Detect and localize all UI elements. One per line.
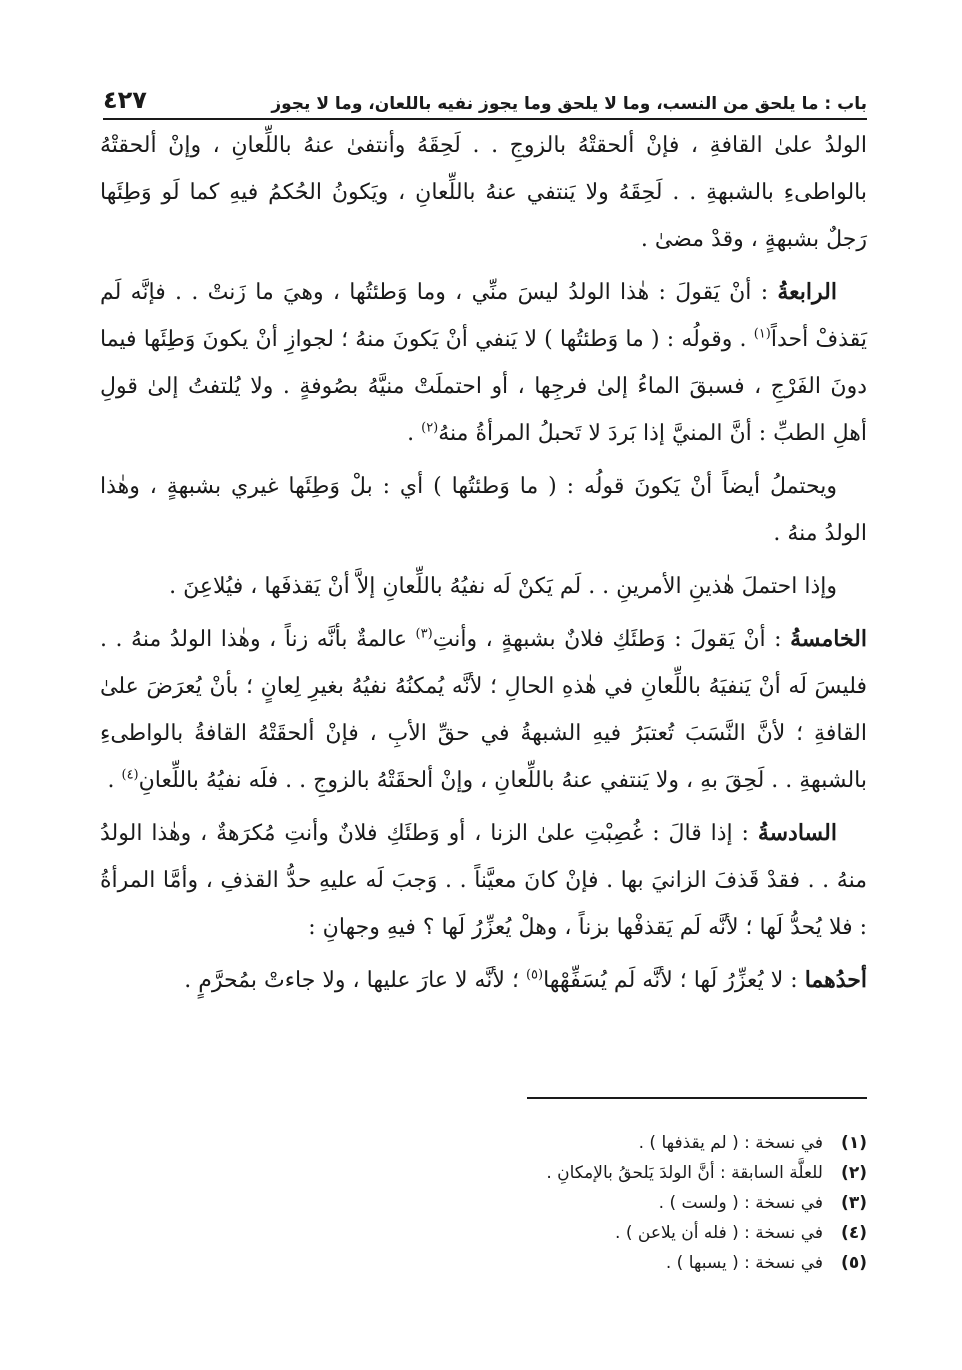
running-header — [103, 82, 867, 120]
footnote — [100, 1248, 867, 1278]
case-heading: أحدُهما — [804, 967, 867, 993]
page-number: ٤٢٧ — [103, 86, 147, 114]
footnote-ref[interactable]: (٢) — [421, 420, 439, 436]
paragraph-text: : أنْ يَقولَ : وَطئَكِ فلانٌ بشبهةٍ ، وأنتِ — [432, 627, 791, 652]
case-heading: الرابعةُ — [777, 279, 837, 305]
paragraph — [100, 810, 867, 951]
footnote-text: في نسخة : ( لم يقذفها ) . — [638, 1133, 823, 1153]
paragraph — [100, 616, 867, 804]
paragraph-text: الولدُ علىٰ القافةِ ، فإنْ ألحقتْهُ بالزوجِ . . لَحِقَهُ وأنتفىٰ عنهُ باللِّعانِ ، وإنْ ألحقتْهُ بالواطىءِ بالشبهةِ . . لَحِقَهُ ولا يَنتفي عنهُ باللِّعانِ ، ويَكونُ الحُكمُ فيهِ كما لَو وَطِئَها رَجلٌ بشبهةٍ ، وقدْ مضىٰ . — [100, 133, 867, 252]
footnote-number: (٢) — [841, 1163, 867, 1183]
paragraph-text: : لا يُعزِّرُ لَها ؛ لأنَّه لَم يُسَفِّهْها — [543, 968, 805, 993]
case-heading: الخامسةُ — [790, 626, 867, 652]
paragraph — [100, 563, 867, 610]
footnote-number: (١) — [841, 1133, 867, 1153]
footnote — [100, 1128, 867, 1158]
footnote-text: في نسخة : ( فله أن يلاعن ) . — [615, 1223, 823, 1243]
footnote — [100, 1188, 867, 1218]
footnotes — [100, 1128, 867, 1278]
footnote-text: للعلَّة السابقة : أنَّ الولدَ يَلحقُ بالإمكانِ . — [546, 1163, 823, 1183]
footnote-text: في نسخة : ( يسبها ) . — [665, 1253, 823, 1273]
footnote-ref[interactable]: (١) — [753, 326, 771, 342]
paragraph-text: ويحتملُ أيضاً أنْ يَكونَ قولُه : ( ما وَطئتُها ) أي : بلْ وَطِئَها غيري بشبهةٍ ، وهٰذا الولدُ منهُ . — [100, 474, 867, 546]
footnote-divider — [527, 1097, 867, 1099]
footnote-ref[interactable]: (٥) — [525, 967, 544, 983]
main-text — [100, 122, 867, 1010]
paragraph — [100, 957, 867, 1004]
paragraph-text: . وقولُه : ( ما وَطئتُها ) لا يَنفي أنْ يَكونَ منهُ ؛ لجوازِ أنْ يكونَ وَطِئَها فيما دونَ الفَرْجِ ، فسبقَ الماءُ إلىٰ فرجِها ، أو احتملَتْ منيَّهُ بصُوفةٍ . ولا يُلتفتُ إلىٰ قولِ أهلِ الطبِّ : أنَّ المنيَّ إذا بَردَ لا تَحبلُ المرأةُ منهُ — [100, 327, 867, 446]
paragraph — [100, 463, 867, 557]
footnote-number: (٥) — [841, 1253, 867, 1273]
paragraph-text: : إذا قالَ : غُصِبْتِ علىٰ الزنا ، أو وَطئَكِ فلانٌ وأنتِ مُكرَهةٌ ، وهٰذا الولدُ منهُ . . فقدْ قَذفَ الزانيَ بها . فإنْ كانَ معيَّناً . . وَجبَ لَه عليهِ حدُّ القذفِ ، وأمَّا المرأةُ : فلا يُحدُّ لَها ؛ لأنَّه لَم يَقذفْها بزناً ، وهلْ يُعزِّرُ لَها ؟ فيهِ وجهانِ : — [100, 821, 867, 940]
paragraph-text: وإذا احتملَ هٰذينِ الأمرينِ . . لَم يَكنْ لَه نفيُهُ باللِّعانِ إلاَّ أنْ يَقذفَها ، فيُلاعِنَ . — [169, 574, 837, 599]
footnote-number: (٣) — [841, 1193, 867, 1213]
paragraph — [100, 122, 867, 263]
footnote-number: (٤) — [841, 1223, 867, 1243]
paragraph-text: عالمةٌ بأنَّه زناً ، وهٰذا الولدُ منهُ . . فليسَ لَه أنْ يَنفيَهُ باللِّعانِ في هٰذهِ الحالِ ؛ لأنَّه يُمكنُهُ نفيُهُ بغيرِ لِعانٍ ؛ بأنْ يُعرَضَ علىٰ القافةِ ؛ لأنَّ النَّسَبَ تُعتبَرُ فيهِ الشبهةُ في حقِّ الأبِ ، فإنْ ألحقَتْهُ القافةُ بالواطىءِ بالشبهةِ . . لَحِقَ بهِ ، ولا يَنتفي عنهُ باللِّعانِ ، وإنْ ألحقَتْهُ بالزوجِ . . فلَه نفيُهُ باللِّعانِ — [100, 627, 867, 793]
paragraph-text: : أنْ يَقولَ : هٰذا الولدُ ليسَ منِّي ، وما وَطئتُها ، وهيَ ما زَنتْ . . فإنَّه لَم يَقذفْ أحداً — [100, 280, 867, 352]
running-title: باب : ما يلحق من النسب، وما لا يلحق وما يجوز نفيه باللعان، وما لا يجوز — [271, 94, 867, 114]
paragraph-text: . — [407, 421, 422, 446]
footnote-text: في نسخة : ( ولست ) . — [658, 1193, 823, 1213]
footnote-ref[interactable]: (٤) — [121, 767, 139, 783]
paragraph-text: ؛ لأنَّه لا عارَ عليها ، ولا جاءتْ بمُحرَّمٍ . — [184, 968, 526, 993]
footnote — [100, 1218, 867, 1248]
paragraph-text: . — [107, 768, 122, 793]
paragraph — [100, 269, 867, 457]
footnote-ref[interactable]: (٣) — [415, 626, 433, 642]
case-heading: السادسةُ — [757, 820, 837, 846]
footnote — [100, 1158, 867, 1188]
